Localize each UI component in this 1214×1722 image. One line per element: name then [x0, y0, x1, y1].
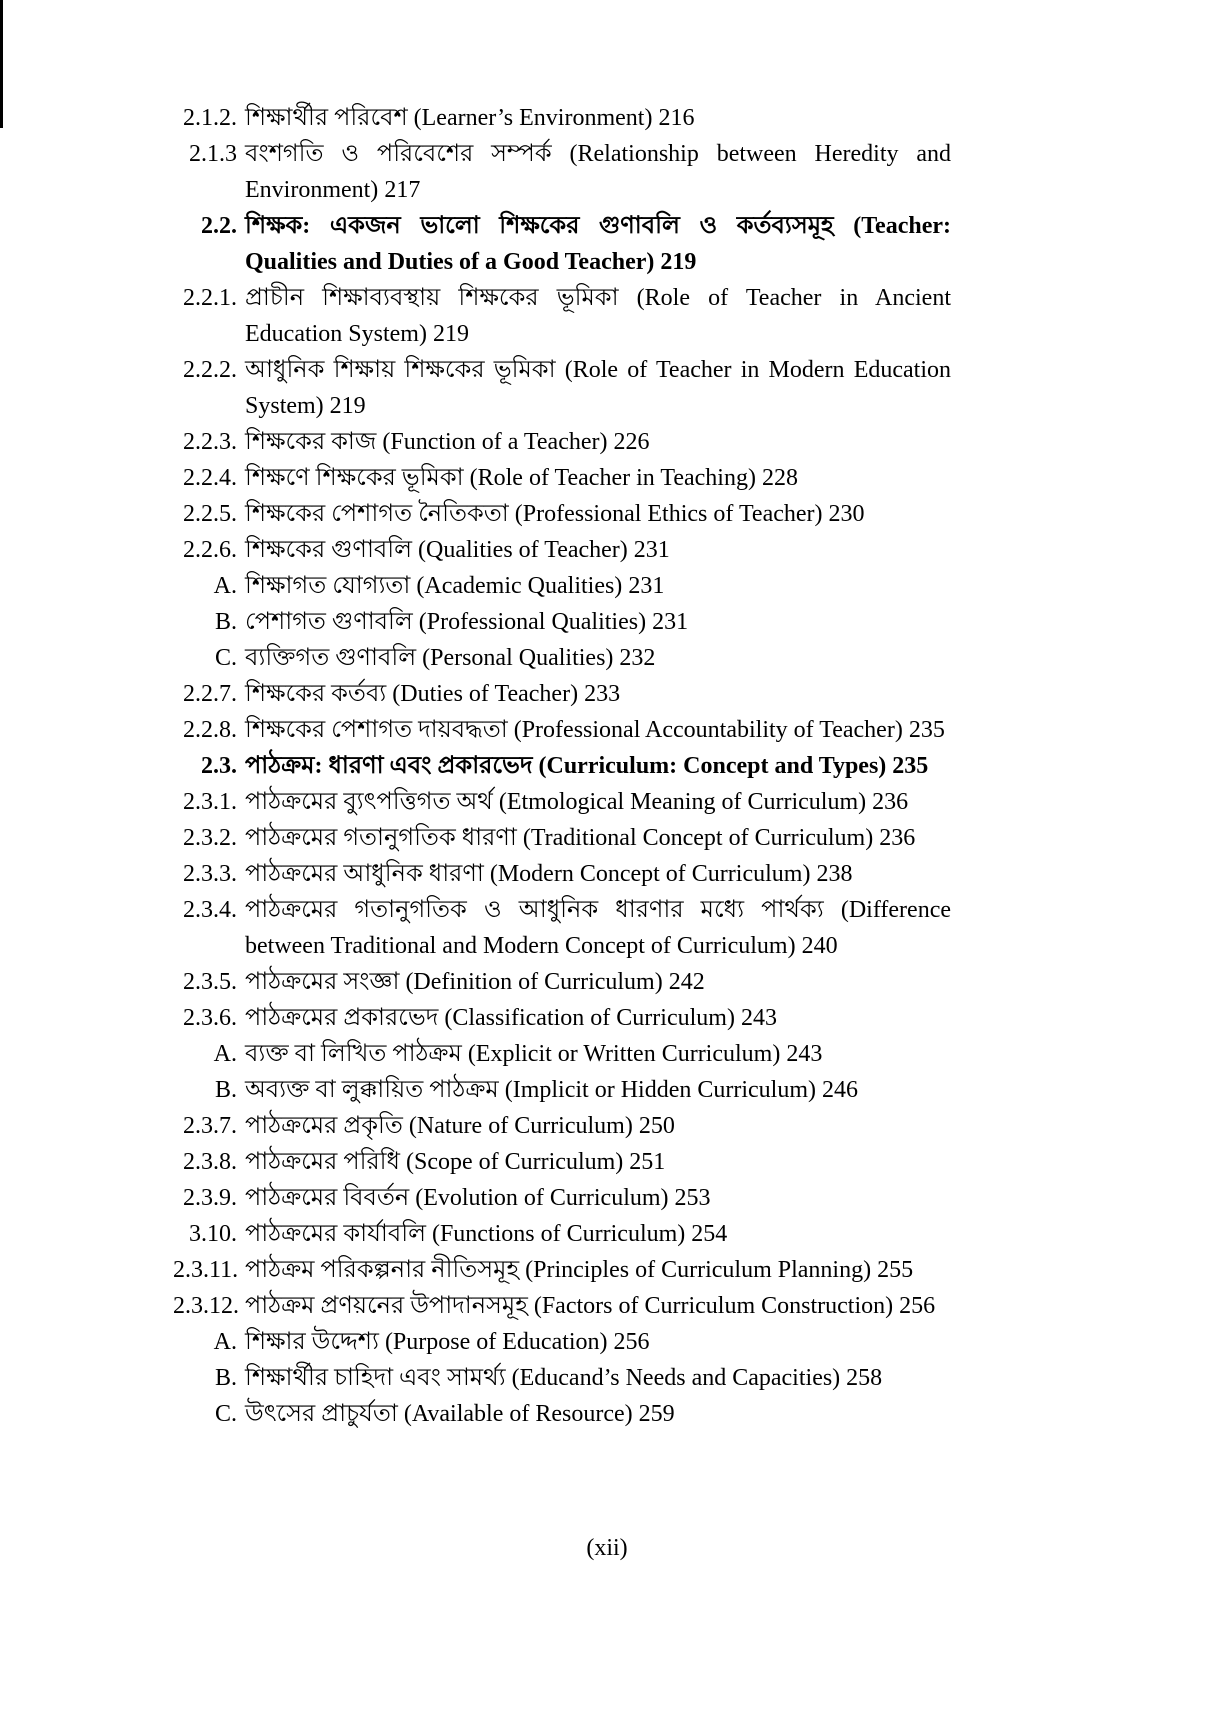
entry-number: A.	[213, 573, 237, 599]
entry-number: 3.10.	[189, 1221, 237, 1247]
entry-title-bengali: পাঠক্রমের আধুনিক ধারণা	[245, 861, 484, 887]
entry-number: C.	[214, 645, 237, 671]
entry-number: 2.1.3	[189, 141, 237, 167]
toc-entry	[173, 568, 951, 604]
entry-number: 2.2.8.	[183, 717, 237, 743]
toc-entry	[173, 784, 951, 820]
entry-title-bengali: পাঠক্রমের প্রকৃতি	[245, 1113, 403, 1139]
toc-entry	[173, 352, 951, 424]
entry-number: 2.3.11.	[173, 1257, 239, 1283]
entry-number: A.	[213, 1329, 237, 1355]
toc-entry	[173, 1072, 951, 1108]
entry-title-english: (Educand’s Needs and Capacities)	[511, 1365, 841, 1391]
entry-title-english: (Scope of Curriculum)	[406, 1149, 624, 1175]
entry-title-bengali: বংশগতি ও পরিবেশের সম্পর্ক	[245, 141, 552, 167]
entry-page-number: 226	[613, 429, 650, 455]
entry-page-number: 217	[384, 177, 421, 203]
toc-entry	[173, 1252, 951, 1288]
entry-page-number: 233	[584, 681, 621, 707]
entry-number: 2.3.8.	[183, 1149, 237, 1175]
entry-title-english: (Functions of Curriculum)	[431, 1221, 686, 1247]
entry-title-bengali: পাঠক্রমের প্রকারভেদ	[245, 1005, 439, 1031]
entry-number: 2.2.4.	[183, 465, 237, 491]
entry-title-english: (Implicit or Hidden Curriculum)	[504, 1077, 816, 1103]
toc-entry	[173, 676, 951, 712]
entry-page-number: 230	[828, 501, 865, 527]
entry-title-bengali: শিক্ষণে শিক্ষকের ভূমিকা	[245, 465, 464, 491]
entry-page-number: 256	[613, 1329, 650, 1355]
entry-page-number: 243	[786, 1041, 823, 1067]
entry-page-number: 242	[668, 969, 705, 995]
toc-entry	[173, 856, 951, 892]
entry-number: B.	[214, 1077, 237, 1103]
toc-entry	[173, 1360, 951, 1396]
entry-title-english: (Evolution of Curriculum)	[415, 1185, 669, 1211]
entry-page-number: 258	[846, 1365, 883, 1391]
entry-number: 2.3.9.	[183, 1185, 237, 1211]
entry-page-number: 250	[638, 1113, 675, 1139]
entry-page-number: 238	[816, 861, 853, 887]
entry-page-number: 236	[872, 789, 909, 815]
entry-title-bengali: পাঠক্রমের গতানুগতিক ধারণা	[245, 825, 517, 851]
entry-page-number: 219	[660, 249, 697, 275]
entry-title-bengali: শিক্ষাগত যোগ্যতা	[245, 573, 411, 599]
entry-page-number: 219	[329, 393, 366, 419]
entry-title-english: (Role of Teacher in Ancient Education System)	[245, 285, 951, 347]
entry-title-english: (Explicit or Written Curriculum)	[467, 1041, 781, 1067]
entry-title-bengali: পাঠক্রম প্রণয়নের উপাদানসমূহ	[245, 1293, 528, 1319]
entry-title-bengali: শিক্ষকের পেশাগত নৈতিকতা	[245, 501, 509, 527]
entry-page-number: 235	[892, 753, 929, 779]
table-of-contents	[173, 100, 951, 1432]
toc-entry	[173, 460, 951, 496]
entry-title-bengali: শিক্ষার উদ্দেশ্য	[245, 1329, 379, 1355]
entry-title-bengali: উৎসের প্রাচুর্যতা	[245, 1401, 398, 1427]
entry-number: 2.3.6.	[183, 1005, 237, 1031]
entry-page-number: 240	[801, 933, 838, 959]
entry-title-english: (Qualities of Teacher)	[418, 537, 628, 563]
entry-number: 2.3.1.	[183, 789, 237, 815]
entry-title-bengali: আধুনিক শিক্ষায় শিক্ষকের ভূমিকা	[245, 357, 556, 383]
entry-title-bengali: শিক্ষার্থীর চাহিদা এবং সামর্থ্য	[245, 1365, 506, 1391]
entry-title-bengali: শিক্ষকের কাজ	[245, 429, 377, 455]
entry-number: 2.2.2.	[183, 357, 237, 383]
toc-entry	[173, 1396, 951, 1432]
entry-number: 2.1.2.	[183, 105, 237, 131]
toc-entry	[173, 604, 951, 640]
entry-title-english: (Professional Ethics of Teacher)	[514, 501, 823, 527]
toc-entry	[173, 100, 951, 136]
entry-title-bengali: পাঠক্রমের বিবর্তন	[245, 1185, 410, 1211]
entry-title-bengali: পাঠক্রম: ধারণা এবং প্রকারভেদ	[245, 753, 533, 779]
page-number-footer: (xii)	[586, 1535, 628, 1561]
entry-title-bengali: প্রাচীন শিক্ষাব্যবস্থায় শিক্ষকের ভূমিকা	[245, 285, 619, 311]
entry-title-english: (Personal Qualities)	[422, 645, 614, 671]
entry-page-number: 216	[658, 105, 695, 131]
entry-title-english: (Learner’s Environment)	[413, 105, 653, 131]
entry-page-number: 228	[761, 465, 798, 491]
entry-number: 2.2.	[201, 213, 237, 239]
entry-title-english: (Nature of Curriculum)	[408, 1113, 633, 1139]
entry-title-english: (Factors of Curriculum Construction)	[533, 1293, 894, 1319]
toc-entry	[173, 712, 951, 748]
toc-entry	[173, 1324, 951, 1360]
entry-number: 2.3.5.	[183, 969, 237, 995]
entry-number: 2.3.12.	[173, 1293, 239, 1319]
entry-title-english: (Curriculum: Concept and Types)	[538, 753, 887, 779]
entry-title-bengali: শিক্ষকের গুণাবলি	[245, 537, 413, 563]
toc-entry	[173, 136, 951, 208]
entry-title-bengali: পাঠক্রমের সংজ্ঞা	[245, 969, 400, 995]
entry-number: 2.2.7.	[183, 681, 237, 707]
entry-page-number: 231	[652, 609, 689, 635]
entry-title-english: (Modern Concept of Curriculum)	[489, 861, 811, 887]
entry-title-english: (Academic Qualities)	[416, 573, 623, 599]
entry-page-number: 236	[879, 825, 916, 851]
toc-entry	[173, 208, 951, 280]
entry-number: 2.3.3.	[183, 861, 237, 887]
entry-title-english: (Traditional Concept of Curriculum)	[522, 825, 874, 851]
entry-number: 2.2.3.	[183, 429, 237, 455]
entry-title-bengali: পাঠক্রমের পরিধি	[245, 1149, 400, 1175]
entry-title-english: (Difference between Traditional and Modern Concept of Curriculum)	[245, 897, 952, 959]
entry-title-bengali: ব্যক্ত বা লিখিত পাঠক্রম	[245, 1041, 462, 1067]
toc-entry	[173, 964, 951, 1000]
entry-page-number: 255	[877, 1257, 914, 1283]
entry-title-english: (Teacher: Qualities and Duties of a Good Teacher)	[245, 213, 951, 275]
scan-edge-artifact	[0, 0, 3, 128]
toc-entry	[173, 1000, 951, 1036]
entry-title-bengali: ব্যক্তিগত গুণাবলি	[245, 645, 417, 671]
entry-number: A.	[213, 1041, 237, 1067]
entry-title-english: (Available of Resource)	[403, 1401, 633, 1427]
entry-title-english: (Duties of Teacher)	[392, 681, 579, 707]
toc-entry	[173, 1108, 951, 1144]
entry-title-bengali: শিক্ষার্থীর পরিবেশ	[245, 105, 408, 131]
toc-entry	[173, 892, 951, 964]
entry-number: 2.3.4.	[183, 897, 237, 923]
entry-page-number: 232	[619, 645, 656, 671]
entry-number: B.	[214, 1365, 237, 1391]
entry-page-number: 231	[628, 573, 665, 599]
entry-title-english: (Classification of Curriculum)	[444, 1005, 735, 1031]
toc-entry	[173, 1144, 951, 1180]
entry-title-english: (Professional Qualities)	[418, 609, 647, 635]
entry-title-bengali: পাঠক্রম পরিকল্পনার নীতিসমূহ	[245, 1257, 520, 1283]
entry-title-english: (Principles of Curriculum Planning)	[525, 1257, 872, 1283]
entry-title-english: (Role of Teacher in Teaching)	[469, 465, 756, 491]
entry-number: 2.2.6.	[183, 537, 237, 563]
entry-page-number: 256	[899, 1293, 936, 1319]
entry-title-bengali: পাঠক্রমের কার্যাবলি	[245, 1221, 426, 1247]
entry-page-number: 259	[638, 1401, 675, 1427]
entry-title-english: (Relationship between Heredity and Environment)	[245, 141, 952, 203]
entry-number: 2.3.2.	[183, 825, 237, 851]
entry-title-english: (Definition of Curriculum)	[405, 969, 663, 995]
entry-number: 2.3.7.	[183, 1113, 237, 1139]
toc-entry	[173, 424, 951, 460]
toc-entry	[173, 640, 951, 676]
entry-title-english: (Etmological Meaning of Curriculum)	[498, 789, 867, 815]
entry-title-bengali: পেশাগত গুণাবলি	[245, 609, 413, 635]
entry-title-bengali: শিক্ষক: একজন ভালো শিক্ষকের গুণাবলি ও কর্তব্যসমূহ	[245, 213, 834, 239]
entry-title-bengali: শিক্ষকের কর্তব্য	[245, 681, 387, 707]
entry-number: 2.2.5.	[183, 501, 237, 527]
toc-entry	[173, 748, 951, 784]
entry-page-number: 219	[432, 321, 469, 347]
entry-title-english: (Professional Accountability of Teacher)	[513, 717, 903, 743]
entry-title-bengali: পাঠক্রমের গতানুগতিক ও আধুনিক ধারণার মধ্যে পার্থক্য	[245, 897, 824, 923]
entry-title-bengali: পাঠক্রমের ব্যুৎপত্তিগত অর্থ	[245, 789, 493, 815]
entry-title-english: (Purpose of Education)	[384, 1329, 608, 1355]
entry-page-number: 246	[822, 1077, 858, 1103]
toc-entry	[173, 1216, 951, 1252]
entry-page-number: 231	[633, 537, 670, 563]
entry-page-number: 253	[674, 1185, 711, 1211]
entry-title-english: (Function of a Teacher)	[382, 429, 608, 455]
entry-number: 2.3.	[201, 753, 237, 779]
toc-entry	[173, 1288, 951, 1324]
entry-page-number: 243	[740, 1005, 777, 1031]
entry-number: C.	[214, 1401, 237, 1427]
entry-page-number: 251	[629, 1149, 666, 1175]
entry-title-bengali: শিক্ষকের পেশাগত দায়বদ্ধতা	[245, 717, 508, 743]
toc-entry	[173, 280, 951, 352]
entry-title-bengali: অব্যক্ত বা লুক্কায়িত পাঠক্রম	[245, 1077, 499, 1103]
entry-page-number: 254	[691, 1221, 728, 1247]
entry-number: 2.2.1.	[183, 285, 237, 311]
entry-page-number: 235	[908, 717, 945, 743]
toc-entry	[173, 1180, 951, 1216]
toc-entry	[173, 1036, 951, 1072]
toc-entry	[173, 532, 951, 568]
toc-entry	[173, 496, 951, 532]
toc-entry	[173, 820, 951, 856]
entry-number: B.	[214, 609, 237, 635]
entry-title-english: (Role of Teacher in Modern Education System)	[245, 357, 952, 419]
